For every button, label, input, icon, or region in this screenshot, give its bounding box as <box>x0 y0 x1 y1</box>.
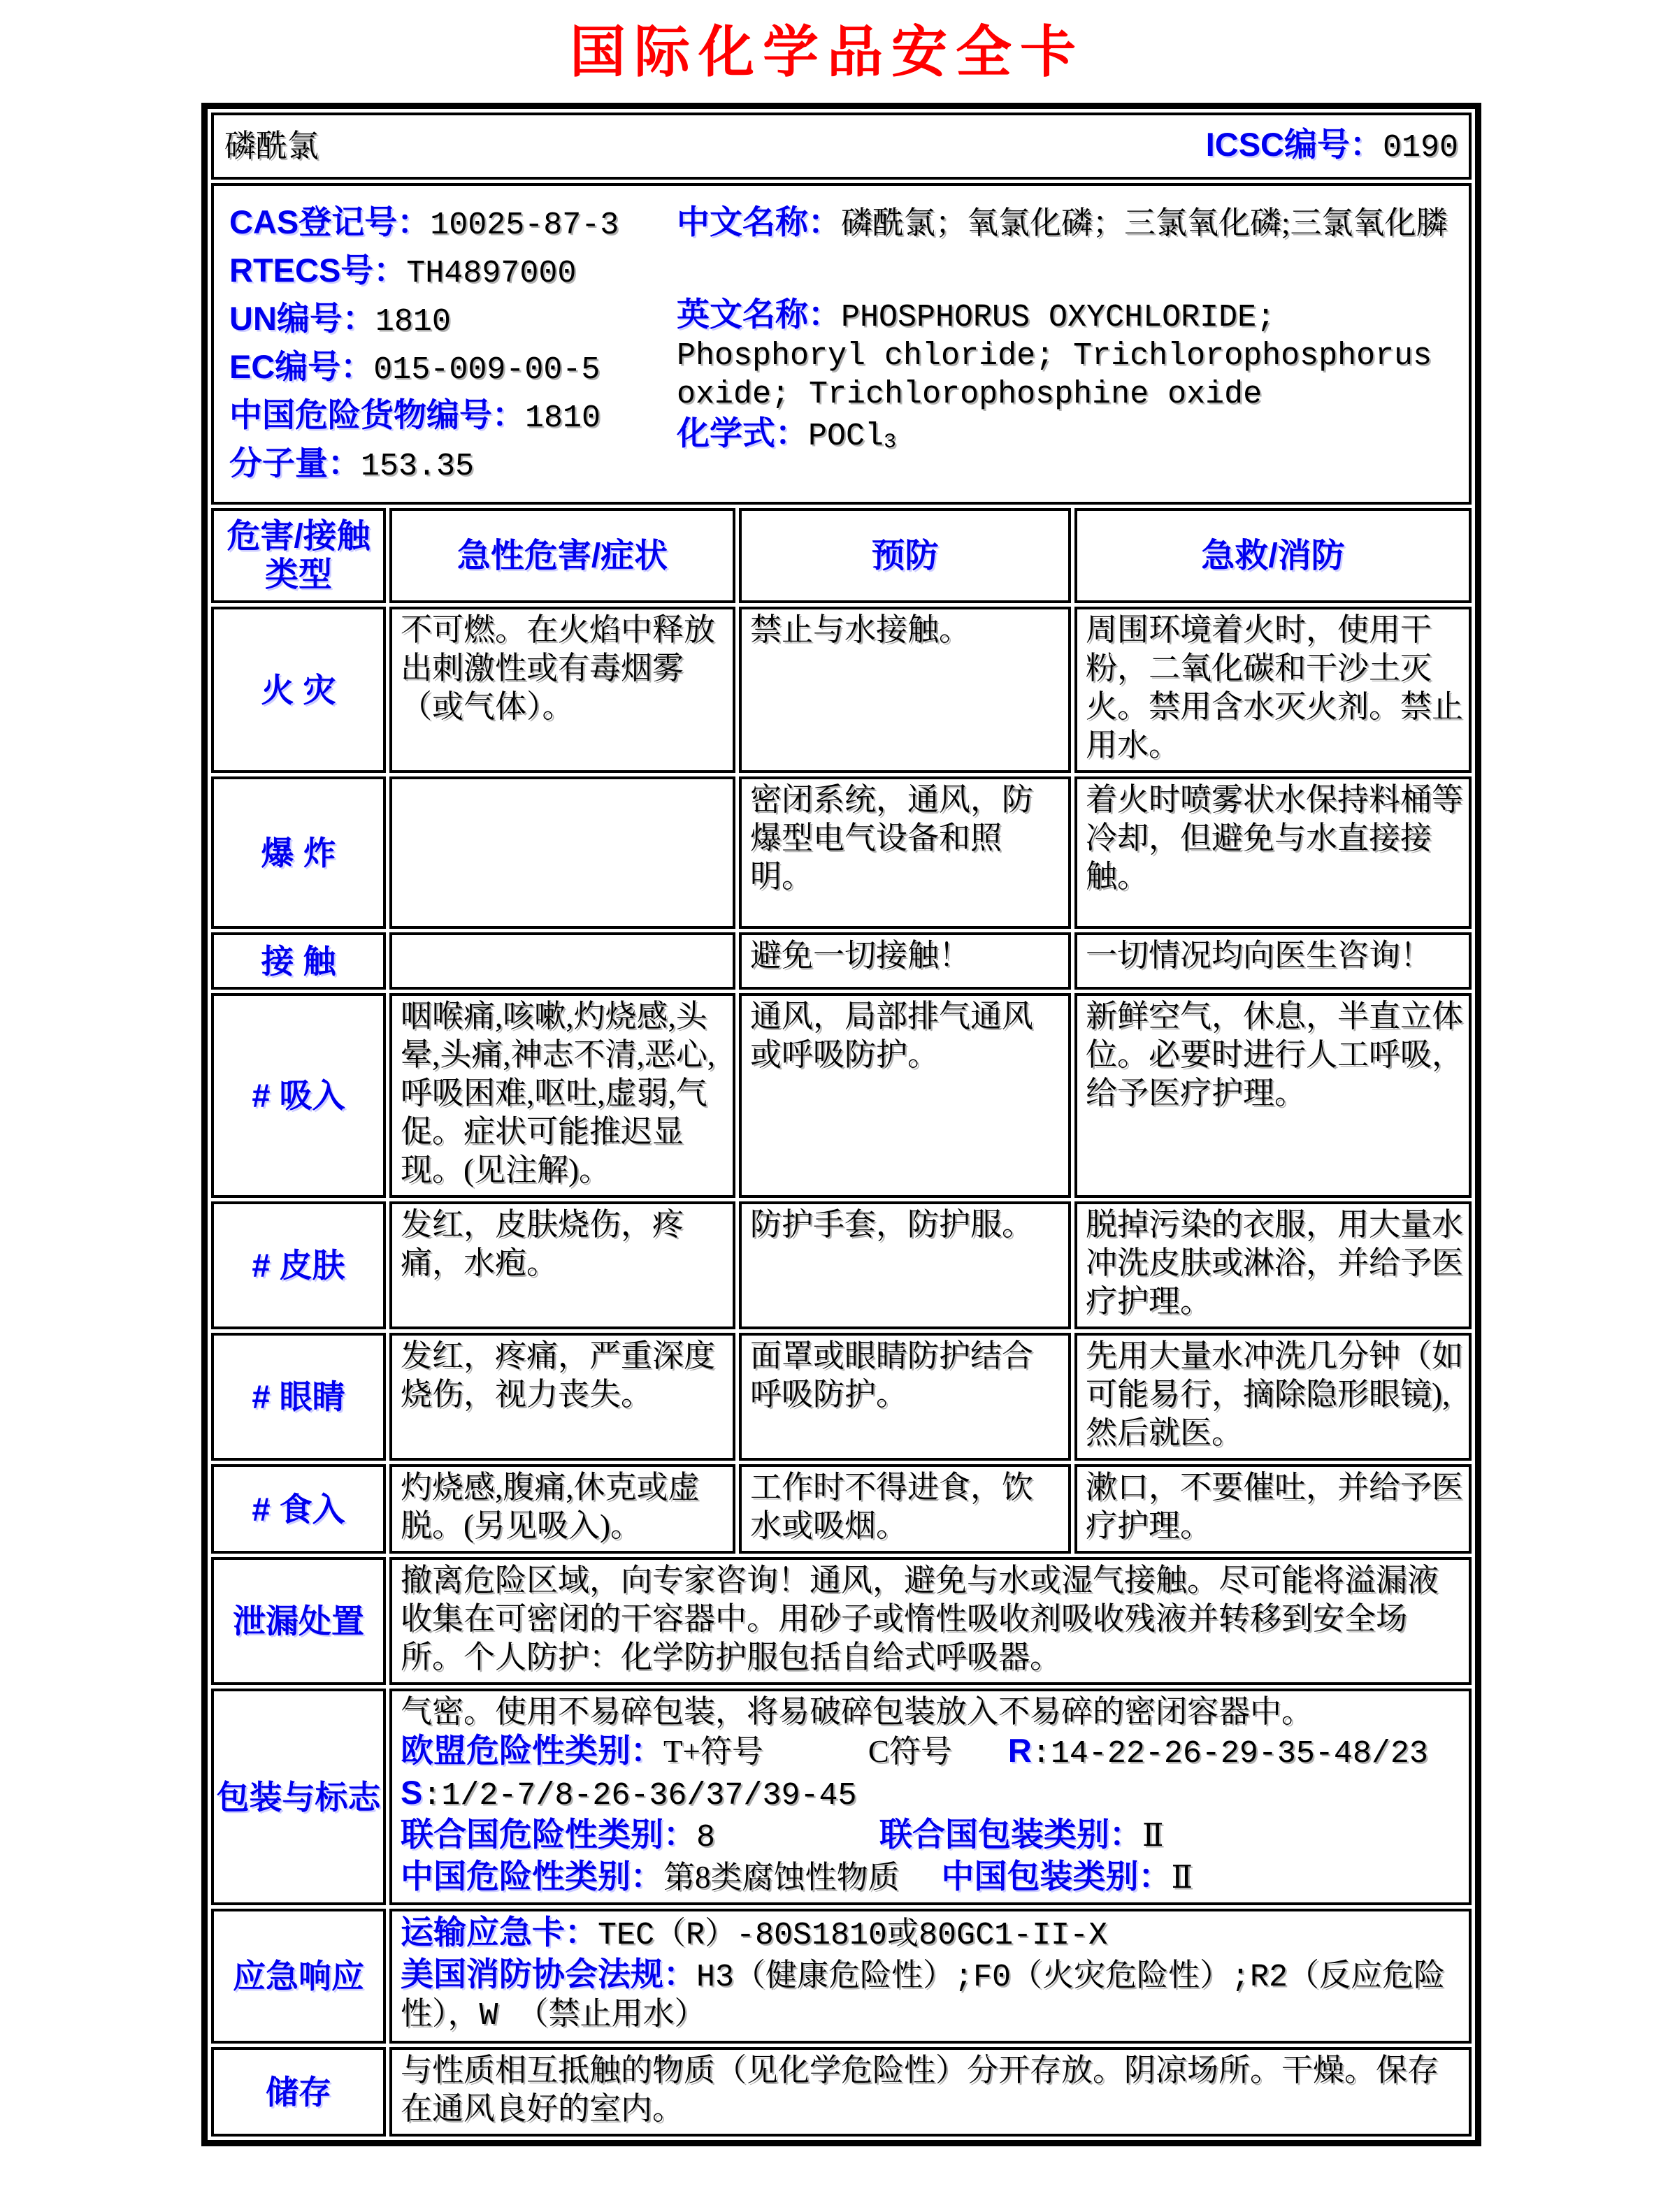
skin-symptoms: 发红，皮肤烧伤，疼痛，水疱。 <box>389 1201 735 1329</box>
icsc-card <box>201 103 1481 2146</box>
packaging-s-line: S:1/2-7/8-26-36/37/39-45 <box>401 1774 857 1814</box>
formula-base: POCl <box>808 419 884 454</box>
inhalation-symptoms: 咽喉痛,咳嗽,灼烧感,头晕,头痛,神志不清,恶心,呼吸困难,呕吐,虚弱,气促。症状可能推迟显现。(见注解)。 <box>389 993 735 1198</box>
packaging-content <box>389 1689 1472 1905</box>
header-symptoms: 急性危害/症状 <box>389 508 735 603</box>
inhalation-response: 新鲜空气，休息，半直立体位。必要时进行人工呼吸，给予医疗护理。 <box>1074 993 1472 1198</box>
storage-text: 与性质相互抵触的物质（见化学危险性）分开存放。阴凉场所。干燥。保存在通风良好的室内。 <box>389 2047 1472 2137</box>
row-contact <box>211 932 1472 990</box>
contact-symptoms <box>389 932 735 990</box>
emergency-content <box>389 1909 1472 2044</box>
row-fire-label: 火 灾 <box>211 607 386 773</box>
identification-cell <box>211 183 1472 505</box>
card-header-cell <box>211 113 1472 180</box>
row-emergency <box>211 1909 1472 2044</box>
fire-prevention: 禁止与水接触。 <box>739 607 1071 773</box>
cas-number: CAS登记号：10025-87-3 <box>229 203 619 243</box>
row-ingestion <box>211 1464 1472 1554</box>
header-prevention: 预防 <box>739 508 1071 603</box>
card-header-row <box>211 113 1472 180</box>
icsc-number-value: 0190 <box>1383 130 1459 166</box>
row-storage <box>211 2047 1472 2137</box>
identification-row <box>211 183 1472 505</box>
row-explosion <box>211 776 1472 929</box>
fire-symptoms: 不可燃。在火焰中释放出刺激性或有毒烟雾（或气体）。 <box>389 607 735 773</box>
ec-number: EC编号：015-009-00-5 <box>229 348 601 388</box>
packaging-un-line: 联合国危险性类别：8 联合国包装类别：Ⅱ <box>401 1816 1164 1856</box>
explosion-symptoms <box>389 776 735 929</box>
icsc-number-group <box>1206 125 1458 167</box>
ingestion-prevention: 工作时不得进食，饮水或吸烟。 <box>739 1464 1071 1554</box>
row-storage-label: 储存 <box>211 2047 386 2137</box>
eyes-symptoms: 发红，疼痛，严重深度烧伤，视力丧失。 <box>389 1333 735 1461</box>
ingestion-response: 漱口，不要催吐，并给予医疗护理。 <box>1074 1464 1472 1554</box>
row-eyes <box>211 1333 1472 1461</box>
row-emergency-label: 应急响应 <box>211 1909 386 2044</box>
china-dg-number: 中国危险货物编号：1810 <box>229 396 601 436</box>
row-skin-label: # 皮肤 <box>211 1201 386 1329</box>
explosion-response: 着火时喷雾状水保持料桶等冷却，但避免与水直接接触。 <box>1074 776 1472 929</box>
header-response: 急救/消防 <box>1074 508 1472 603</box>
skin-prevention: 防护手套，防护服。 <box>739 1201 1071 1329</box>
packaging-line1: 气密。使用不易碎包装，将易破碎包装放入不易碎的密闭容器中。 <box>401 1694 1314 1729</box>
table-header-row <box>211 508 1472 603</box>
page-title: 国际化学品安全卡 <box>570 21 1084 83</box>
row-skin <box>211 1201 1472 1329</box>
emergency-nfpa-line: 美国消防协会法规：H3（健康危险性）;F0（火灾危险性）;R2（反应危险性），W （禁止用水） <box>401 1956 1446 2034</box>
contact-prevention: 避免一切接触！ <box>739 932 1071 990</box>
packaging-eu-line: 欧盟危险性类别：T+符号 C符号 R:14-22-26-29-35-48/23 <box>401 1732 1428 1772</box>
row-ingestion-label: # 食入 <box>211 1464 386 1554</box>
formula-subscript: 3 <box>884 431 897 455</box>
row-explosion-label: 爆 炸 <box>211 776 386 929</box>
un-number: UN编号：1810 <box>229 300 451 340</box>
eyes-prevention: 面罩或眼睛防护结合呼吸防护。 <box>739 1333 1071 1461</box>
contact-response: 一切情况均向医生咨询！ <box>1074 932 1472 990</box>
row-inhalation-label: # 吸入 <box>211 993 386 1198</box>
english-name-line: 英文名称：PHOSPHORUS OXYCHLORIDE; Phosphoryl chloride; Trichlorophosphorus oxide; Trichlorophosphine oxide <box>677 296 1432 412</box>
emergency-tec-line: 运输应急卡：TEC（R）-80S1810或80GC1-II-X <box>401 1914 1108 1953</box>
identifier-list <box>229 203 677 492</box>
row-spillage <box>211 1557 1472 1685</box>
icsc-number-label: ICSC编号： <box>1205 126 1383 163</box>
explosion-prevention: 密闭系统，通风，防爆型电气设备和照明。 <box>739 776 1071 929</box>
rtecs-number: RTECS号：TH4897000 <box>229 252 577 291</box>
skin-response: 脱掉污染的衣服，用大量水冲洗皮肤或淋浴，并给予医疗护理。 <box>1074 1201 1472 1329</box>
row-inhalation <box>211 993 1472 1198</box>
row-eyes-label: # 眼睛 <box>211 1333 386 1461</box>
eyes-response: 先用大量水冲洗几分钟（如可能易行，摘除隐形眼镜),然后就医。 <box>1074 1333 1472 1461</box>
fire-response: 周围环境着火时，使用干粉，二氧化碳和干沙土灭火。禁用含水灭火剂。禁止用水。 <box>1074 607 1472 773</box>
chemical-name: 磷酰氯 <box>224 128 319 164</box>
row-spillage-label: 泄漏处置 <box>211 1557 386 1685</box>
inhalation-prevention: 通风，局部排气通风或呼吸防护。 <box>739 993 1071 1198</box>
header-hazard-type: 危害/接触类型 <box>211 508 386 603</box>
row-packaging-label: 包装与标志 <box>211 1689 386 1905</box>
spillage-text: 撤离危险区域，向专家咨询！通风，避免与水或湿气接触。尽可能将溢漏液收集在可密闭的干容器中。用砂子或惰性吸收剂吸收残液并转移到安全场所。个人防护：化学防护服包括自给式呼吸器。 <box>389 1557 1472 1685</box>
name-block <box>677 203 1462 492</box>
ingestion-symptoms: 灼烧感,腹痛,休克或虚脱。(另见吸入)。 <box>389 1464 735 1554</box>
row-packaging <box>211 1689 1472 1905</box>
chinese-name-line: 中文名称：磷酰氯；氧氯化磷；三氯氧化磷;三氯氧化膦 <box>677 203 1448 240</box>
packaging-cn-line: 中国危险性类别：第8类腐蚀性物质 中国包装类别：Ⅱ <box>401 1858 1193 1895</box>
row-contact-label: 接 触 <box>211 932 386 990</box>
row-fire <box>211 607 1472 773</box>
molecular-weight: 分子量：153.35 <box>229 444 475 484</box>
chemical-formula-line: 化学式：POCl$_3$ <box>677 414 897 455</box>
